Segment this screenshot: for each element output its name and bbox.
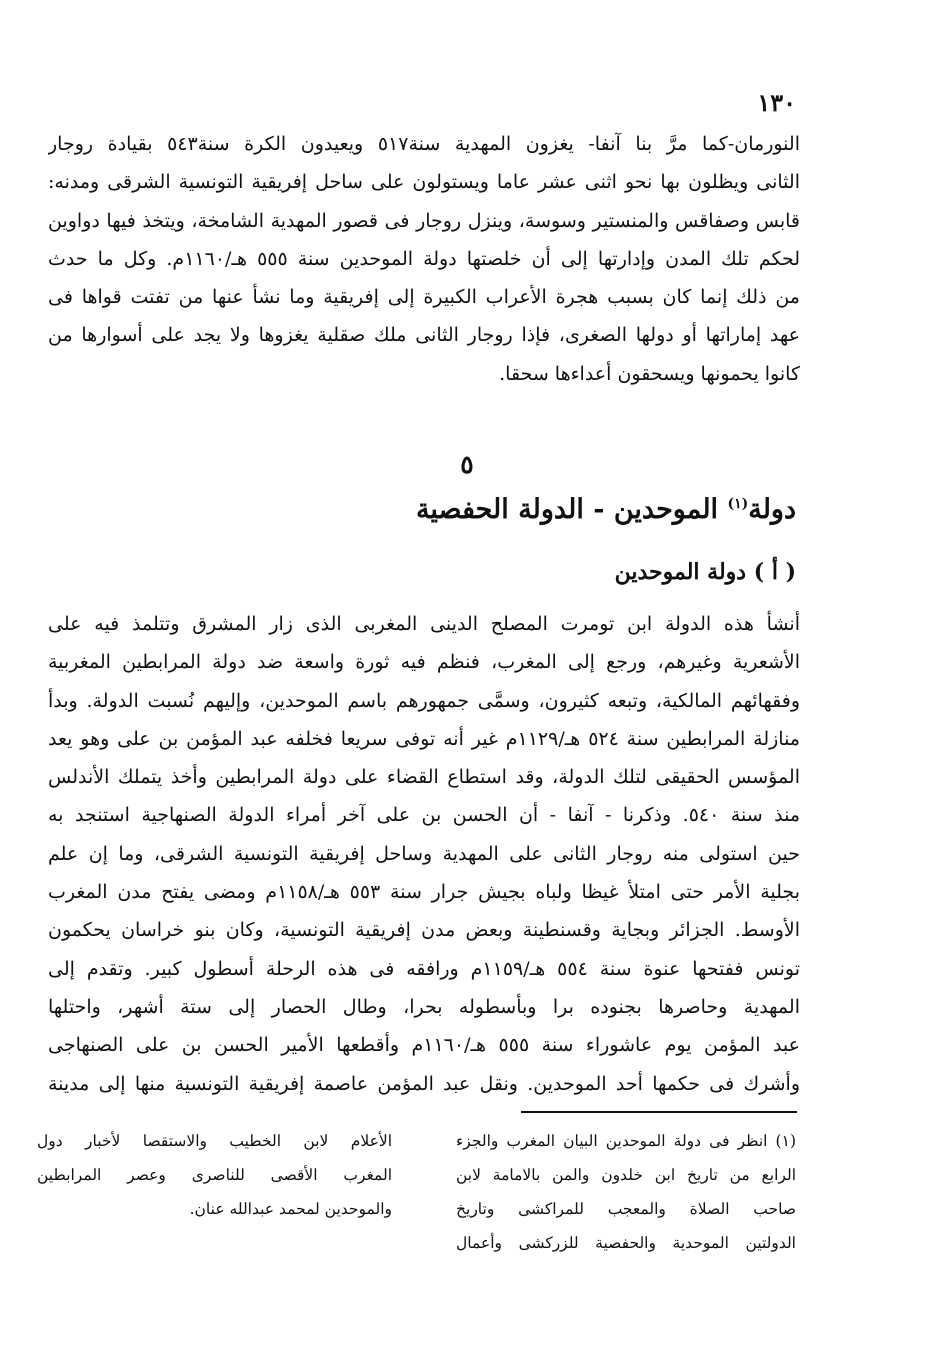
text-line: من ذلك إنما كان بسبب هجرة الأعراب الكبيرة إلى إفريقية وما نشأ عنها من تفتت قواها فى	[48, 286, 800, 309]
text-line: عبد المؤمن يوم عاشوراء سنة ٥٥٥ هـ/١١٦٠م وأقطعها الأمير الحسن بن على الصنهاجى	[48, 1034, 800, 1057]
text-line: وأشرك فى حكمها أحد الموحدين. ونقل عبد المؤمن عاصمة إفريقية التونسية منها إلى مدينة	[48, 1072, 800, 1095]
paragraph-normans	[48, 125, 800, 393]
chapter-title-rest: الموحدين - الدولة الحفصية	[415, 494, 728, 525]
text-line: الأوسط. الجزائر وبجاية وقسنطينة وبعض مدن إفريقية التونسية، وكان بنو خراسان يحكمون	[48, 919, 800, 942]
text-line: الأشعرية وغيرهم، ورجع إلى المغرب، فنظم فيه ثورة واسعة ضد دولة المرابطين المغربية	[48, 651, 800, 674]
footnote-column-right	[456, 1124, 796, 1260]
section-subtitle: ( أ ) دولة الموحدين	[614, 559, 796, 585]
text-line: وفقهائهم المالكية، وتبعه كثيرون، وسمَّى جمهورهم باسم الموحدين، وإليهم نُسبت الدولة. وبدأ	[48, 689, 800, 712]
text-line: كانوا يحمونها ويسحقون أعداءها سحقا.	[499, 362, 800, 385]
text-line: قابس وصفاقس والمنستير وسوسة، وينزل روجار فى قصور المهدية الشامخة، ويتخذ فيها دواوين	[48, 209, 800, 232]
text-line: النورمان-كما مرَّ بنا آنفا- يغزون المهدية سنة٥١٧ ويعيدون الكرة سنة٥٤٣ بقيادة روجار	[48, 133, 800, 155]
footnote-line: الدولتين الموحدية والحفصية للزركشى وأعمال	[456, 1234, 796, 1252]
text-line: الثانى ويظلون بها نحو اثنى عشر عاما ويستولون على ساحل إفريقية التونسية الشرقى ومدنه:	[48, 171, 800, 194]
page-number: ١٣٠	[757, 88, 796, 117]
text-line: منذ سنة ٥٤٠. وذكرنا - آنفا - أن الحسن بن على آخر أمراء الدولة الصنهاجية استنجد به	[48, 804, 800, 827]
chapter-title	[416, 492, 796, 528]
paragraph-almohads	[48, 605, 800, 1103]
section-number: ٥	[460, 450, 474, 479]
text-line: المؤسس الحقيقى لتلك الدولة، وقد استطاع القضاء على دولة المرابطين وأخذ يتملك الأندلس	[48, 766, 800, 789]
text-line: عهد إماراتها أو دولها الصغرى، فإذا روجار الثانى ملك صقلية يغزوها ولا يجد على أسوارها من	[48, 324, 800, 347]
text-line: لحكم تلك المدن وإدارتها إلى أن خلصتها دولة الموحدين سنة ٥٥٥ هـ/١١٦٠م. وكل ما حدث	[48, 247, 800, 270]
text-line: أنشأ هذه الدولة ابن تومرت المصلح الدينى المغربى الذى زار المشرق وتتلمذ فيه على	[48, 613, 800, 635]
text-line: بجلية الأمر حتى امتلأ غيظا ولباه بجيش جرار سنة ٥٥٣ هـ/١١٥٨م ومضى يفتح مدن المغرب	[48, 881, 800, 904]
text-line: منازلة المرابطين سنة ٥٢٤ هـ/١١٢٩م غير أنه توفى سريعا فخلفه عبد المؤمن بن على وهو يعد	[48, 727, 800, 750]
footnote-line: والموحدين لمحمد عبدالله عنان.	[189, 1200, 392, 1218]
footnote-line: صاحب الصلاة والمعجب للمراكشى وتاريخ	[456, 1200, 796, 1218]
footnote-line: الرابع من تاريخ ابن خلدون والمن بالامامة لابن	[456, 1166, 796, 1184]
footnote-line: المغرب الأقصى للناصرى وعصر المرابطين	[37, 1166, 392, 1184]
text-line: المهدية وحاصرها بجنوده برا وبأسطوله بحرا، وطال الحصار إلى ستة أشهر، واحتلها	[48, 995, 800, 1018]
footnote-column-left	[37, 1124, 392, 1226]
footnote-reference: (١)	[727, 496, 749, 512]
footnote-line: الأعلام لابن الخطيب والاستقصا لأخبار دول	[37, 1132, 392, 1150]
footnote-line: (١) انظر فى دولة الموحدين البيان المغرب والجزء	[456, 1132, 796, 1150]
footnote-divider	[521, 1111, 797, 1113]
text-line: حين استولى منه روجار الثانى على المهدية وساحل إفريقية التونسية الشرقى، وما إن علم	[48, 842, 800, 865]
chapter-title-word: دولة	[748, 494, 796, 525]
text-line: تونس ففتحها عنوة سنة ٥٥٤ هـ/١١٥٩م ورافقه فى هذه الرحلة أسطول كبير. وتقدم إلى	[48, 957, 800, 980]
